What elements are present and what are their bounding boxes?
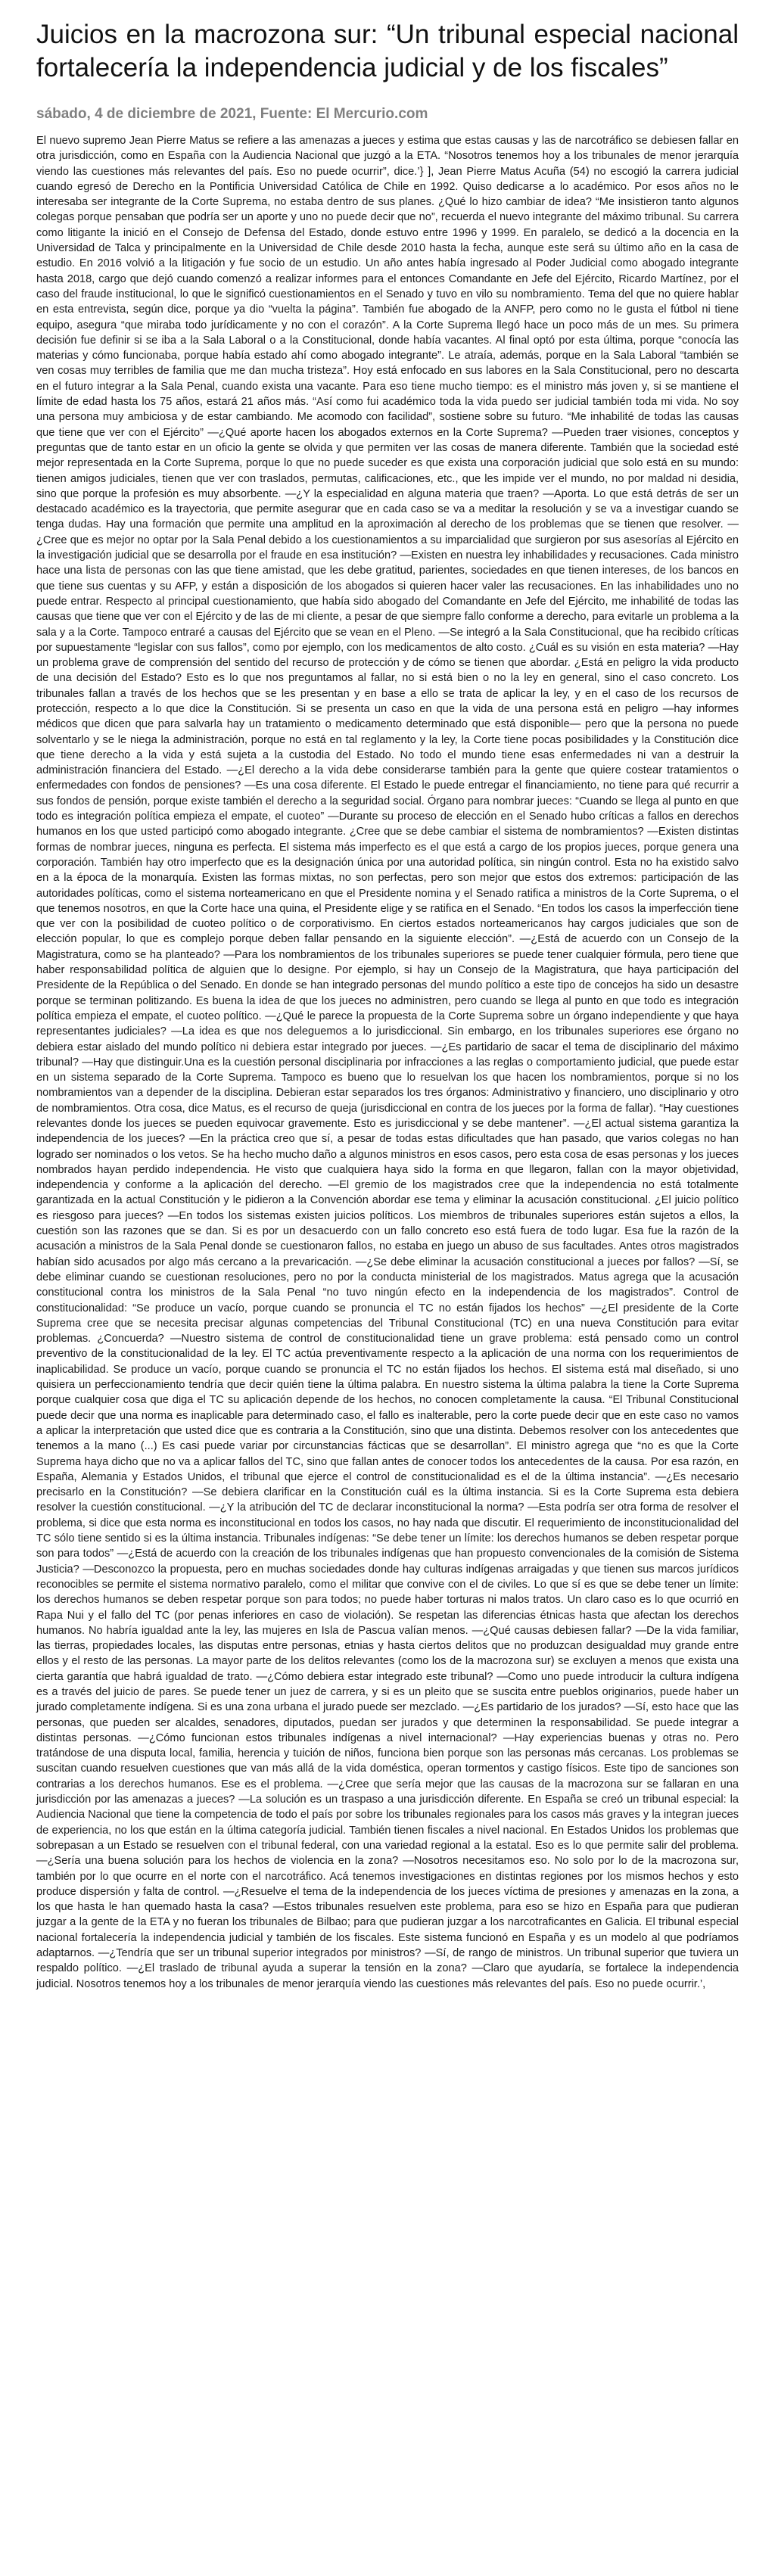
article-date-source: sábado, 4 de diciembre de 2021, Fuente: El Mercurio.com bbox=[36, 106, 428, 122]
article-title: Juicios en la macrozona sur: “Un tribunal especial nacional fortalecería la independencia judicial y de los fiscales” bbox=[36, 20, 739, 82]
article-body: El nuevo supremo Jean Pierre Matus se refiere a las amenazas a jueces y estima que estas causas y las de narcotráfico se debiesen fallar en otra jurisdicción, como en España con la Audiencia Nacional que juzgó a la ETA. “Nosotros tenemos hoy a los tribunales de menor jerarquía viendo las cuestiones más relevantes del país. Eso no puede ocurrir”, dice.’} ], Jean Pierre Matus Acuña (54) no escogió la carrera judicial cuando egresó de Derecho en la Pontificia Universidad Católica de Chile en 1992. Quiso dedicarse a lo académico. Por esos años no le interesaba ser integrante de la Corte Suprema, no estaba dentro de sus planes. ¿Qué lo hizo cambiar de idea? “Me insistieron tanto algunos colegas porque pensaban que podría ser un aporte y uno no puede decir que no”, recuerda el nuevo integrante del máximo tribunal. Su carrera como litigante la inició en el Consejo de Defensa del Estado, donde estuvo entre 1996 y 1999. En paralelo, se dedicó a la docencia en la Universidad de Talca y principalmente en la Universidad de Chile desde 2010 hasta la fecha, aunque este será su último año en la casa de estudio. En 2016 volvió a la litigación y fue socio de un estudio. Un año antes había ingresado al Poder Judicial como abogado integrante hasta 2018, cargo que dejó cuando comenzó a realizar informes para el entonces Comandante en Jefe del Ejército, Ricardo Martínez, por el caso del fraude institucional, lo que le significó cuestionamientos en el Senado y tuvo en vilo su nombramiento. Tema del que no quiere hablar en esta entrevista, según dice, porque ya dio “vuelta la página”. También fue abogado de la ANFP, pero como no le gusta el fútbol ni tiene equipo, asegura “que miraba todo jurídicamente y no con el corazón”. A la Corte Suprema llegó hace un poco más de un mes. Su primera decisión fue definir si se iba a la Sala Laboral o a la Constitucional, donde había vacantes. Al final optó por esta última, porque “conocía las materias y cómo funcionaba, porque había estado ahí como abogado integrante”. Le atraía, además, porque en la Sala Laboral “también se ven cosas muy terribles de familia que me dan mucha tristeza”. Hoy está enfocado en sus labores en la Sala Constitucional, pero no descarta en el futuro integrar a la Sala Penal, cuando exista una vacante. Para eso tiene mucho tiempo: es el ministro más joven y, si se mantiene el límite de edad hasta los 75 años, estará 21 años más. “Así como fui académico toda la vida puedo ser judicial también toda mi vida. No soy una persona muy ambiciosa y de estar cambiando. Me acomodo con facilidad”, sostiene sobre su futuro. “Me inhabilité de todas las causas que tiene que ver con el Ejército” —¿Qué aporte hacen los abogados externos en la Corte Suprema? —Pueden traer visiones, conceptos y preguntas que de tanto estar en un oficio la gente se olvida y que permiten ver las cosas de manera diferente. También que la sociedad esté mejor representada en la Corte Suprema, porque lo que no puede suceder es que exista una corporación judicial que solo está en su mundo: tienen amigos judiciales, tienen que ver con traslados, permutas, calificaciones, etc., que les impide ver el mundo, no por maldad ni desidia, sino que porque la profesión es muy absorbente. —¿Y la especialidad en alguna materia que traen? —Aporta. Lo que está detrás de ser un destacado académico es la trayectoria, que permite asegurar que en cada caso se va a meditar la resolución y se va a investigar cuando se tenga dudas. Hay una formación que permite una amplitud en la aproximación al derecho de los problemas que se tienen que resolver. —¿Cree que es mejor no optar por la Sala Penal debido a los cuestionamientos a su imparcialidad que surgieron por sus asesorías al Ejército en la investigación judicial que se desarrolla por el fraude en esa institución? —Existen en nuestra ley inhabilidades y recusaciones. Cada ministro hace una lista de personas con las que tiene amistad, que les debe gratitud, parientes, sociedades en que tienen intereses, de los bancos en que tiene sus cuentas y su AFP, y están a disposición de los abogados si quieren hacer valer las recusaciones. En las inhabilidades uno no puede entrar. Respecto al principal cuestionamiento, que había sido abogado del Comandante en Jefe del Ejército, me inhabilité de todas las causas que tiene que ver con el Ejército y de las de mi cliente, a pesar de que siempre fallo conforme a derecho, para evitarle un problema a la sala y a la Corte. Tampoco entraré a causas del Ejército que se vean en el Pleno. —Se integró a la Sala Constitucional, que ha recibido críticas por supuestamente “legislar con sus fallos”, como por ejemplo, con los medicamentos de alto costo. ¿Cuál es su visión en esta materia? —Hay un problema grave de comprensión del sentido del recurso de protección y de cómo se tienen que abordar. ¿Está en peligro la vida producto de una decisión del Estado? Esto es lo que nos preguntamos al fallar, no si está bien o no la ley en general, sino el caso concreto. Los tribunales fallan a través de los hechos que se les presentan y en base a ello se trata de aplicar la ley, y en el caso de los recursos de protección, respecto a lo que dice la Constitución. Si se presenta un caso en que la vida de una persona está en peligro —hay informes médicos que dicen que para salvarla hay un tratamiento o medicamento determinado que está disponible— pero que la persona no puede solventarlo y se le niega la administración, porque no está en tal reglamento y la ley, la Corte tiene pocas posibilidades y la Constitución dice que tiene derecho a la vida y está sujeta a la custodia del Estado. No todo el mundo tiene esas enfermedades ni van a destruir la administración financiera del Estado. —¿El derecho a la vida debe considerarse también para la gente que quiere costear tratamientos o enfermedades con fondos de pensiones? —Es una cosa diferente. El Estado le puede entregar el financiamiento, no tiene para qué recurrir a sus fondos de pensión, porque existe también el derecho a la seguridad social. Órgano para nombrar jueces: “Cuando se llega al punto en que todo es integración política empieza el empate, el cuoteo” —Durante su proceso de elección en el Senado hubo críticas a fallos en derechos humanos en los que usted participó como abogado integrante. ¿Cree que se debe cambiar el sistema de nombramientos? —Existen distintas formas de nombrar jueces, ninguna es perfecta. El sistema más imperfecto es el que está a cargo de los propios jueces, porque genera una corporación. También hay otro imperfecto que es la designación única por una autoridad política, sin ningún control. Esta no ha existido salvo en a la época de la monarquía. Existen las formas mixtas, no son perfectas, pero son mejor que estos dos extremos: participación de las autoridades políticas, como el sistema norteamericano en que el Presidente nomina y el Senado ratifica a ministros de la Corte Suprema, o el que tenemos nosotros, en que la Corte hace una quina, el Presidente elige y se ratifica en el Senado. “En todos los casos la imperfección tiene que ver con la posibilidad de cuoteo político o de corporativismo. En ciertos estados norteamericanos hay cargos judiciales que son de elección popular, lo que es complejo porque deben fallar pensando en la siguiente elección”. —¿Está de acuerdo con un Consejo de la Magistratura, como se ha planteado? —Para los nombramientos de los tribunales superiores se puede tener cualquier fórmula, pero tiene que haber responsabilidad política de alguien que lo designe. Por ejemplo, si hay un Consejo de la Magistratura, que haya participación del Presidente de la República o del Senado. En donde se han integrado personas del mundo político a este tipo de concejos ha sido un desastre porque se terminan politizando. Es buena la idea de que los jueces no administren, pero cuando se llega al punto en que todo es integración política empieza el empate, el cuoteo político. —¿Qué le parece la propuesta de la Corte Suprema sobre un órgano independiente y que haya representantes judiciales? —La idea es que nos deleguemos a lo jurisdiccional. Sin embargo, en los tribunales superiores ese órgano no debiera estar aislado del mundo político ni debiera estar integrado por jueces. —¿Es partidario de sacar el tema de disciplinario del máximo tribunal? —Hay que distinguir.Una es la cuestión personal disciplinaria por infracciones a las reglas o comportamiento judicial, que puede estar en un sistema separado de la Corte Suprema. Tampoco es bueno que lo resuelvan los que hacen los nombramientos, porque si no los nombramientos van a depender de la disciplina. Debieran estar separados los tres órganos: Administrativo y financiero, uno disciplinario y otro de nombramientos. Otra cosa, dice Matus, es el recurso de queja (jurisdiccional en contra de los jueces por la forma de fallar). “Hay cuestiones relevantes donde los jueces se pueden equivocar gravemente. Esto es jurisdiccional y se debe mantener”. —¿El actual sistema garantiza la independencia de los jueces? —En la práctica creo que sí, a pesar de todas estas dificultades que han pasado, que varios colegas no han logrado ser nominados o los vetos. Se ha hecho mucho daño a algunos ministros en esos casos, pero esta cosa de esas personas y los jueces nombrados hayan perdido independencia. He visto que cualquiera haya sido la forma en que llegaron, fallan con la mayor objetividad, independencia y conforme a la aplicación del derecho. —El gremio de los magistrados cree que la independencia no está totalmente garantizada en la actual Constitución y le pidieron a la Convención abordar ese tema y eliminar la acusación constitucional. ¿El juicio político es riesgoso para jueces? —En todos los sistemas existen juicios políticos. Los miembros de tribunales superiores están sujetos a ellos, la cuestión son las razones que se dan. Si es por un desacuerdo con un fallo concreto eso está fuera de todo lugar. Esa fue la razón de la acusación a ministros de la Sala Penal donde se cuestionaron fallos, no estaba en juego un abuso de sus facultades. Antes otros magistrados habían sido acusados por algo más cercano a la prevaricación. —¿Se debe eliminar la acusación constitucional a jueces por fallos? —Sí, se debe eliminar cuando se cuestionan resoluciones, pero no por la conducta ministerial de los magistrados. Matus agrega que la acusación constitucional contra los ministros de la Sala Penal “no tuvo ningún efecto en la independencia de los magistrados”. Control de constitucionalidad: “Se produce un vacío, porque cuando se pronuncia el TC no están fijados los hechos” —¿El presidente de la Corte Suprema cree que se necesita precisar algunas competencias del Tribunal Constitucional (TC) en una nueva Constitución para evitar problemas. ¿Concuerda? —Nuestro sistema de control de constitucionalidad tiene un grave problema: está pensado como un control preventivo de la constitucionalidad de la ley. El TC actúa preventivamente respecto a la aplicación de una norma con los requerimientos de inaplicabilidad. Se produce un vacío, porque cuando se pronuncia el TC no están fijados los hechos. El sistema está mal diseñado, si uno quisiera un perfeccionamiento tendría que decir quién tiene la última palabra. En nuestro sistema la última palabra la tiene la Corte Suprema porque cualquier cosa que diga el TC su aplicación depende de los hechos, no conocen completamente la causa. “El Tribunal Constitucional puede decir que una norma es inaplicable para determinado caso, el fallo es inalterable, pero la corte puede decir que en este caso no vamos a aplicar la interpretación que usted dice que es contraria a la Constitución, sino que una distinta. Debemos resolver con los antecedentes que tenemos a la mano (...) Es casi puede variar por circunstancias fácticas que se desarrollan”. El ministro agrega que “no es que la Corte Suprema haya dicho que no va a aplicar fallos del TC, sino que fallan antes de conocer todos los antecedentes de la causa. Por esa razón, en España, Alemania y Estados Unidos, el tribunal que ejerce el control de constitucionalidad es el de la última instancia”. —¿Es necesario precisarlo en la Constitución? —Se debiera clarificar en la Constitución cuál es la última instancia. Si es la Corte Suprema esta debiera resolver la cuestión constitucional. —¿Y la atribución del TC de declarar inconstitucional la norma? —Esta podría ser otra forma de resolver el problema, si dice que esta norma es inconstitucional en todos los casos, no hay nada que discutir. El requerimiento de inconstitucionalidad del TC sólo tiene sentido si es la última instancia. Tribunales indígenas: “Se debe tener un límite: los derechos humanos se deben respetar porque son para todos” —¿Está de acuerdo con la creación de los tribunales indígenas que han propuesto convencionales de la comisión de Sistema Justicia? —Desconozco la propuesta, pero en muchas sociedades donde hay culturas indígenas arraigadas y que tienen sus marcos jurídicos reconocibles se permite el sistema normativo paralelo, como el militar que convive con el de civiles. Lo que sí es que se debe tener un límite: los derechos humanos se deben respetar porque son para todos; no puede haber torturas ni malos tratos. Un claro caso es lo que ocurrió en Rapa Nui y el fallo del TC (por penas inferiores en caso de violación). Se respetan las diferencias étnicas hasta que afectan los derechos humanos. No habría igualdad ante la ley, las mujeres en Isla de Pascua valían menos. —¿Qué causas debiesen fallar? —De la vida familiar, las tierras, propiedades locales, las disputas entre personas, etnias y hasta ciertos delitos que no produzcan desigualdad muy grande entre ellos y el resto de las personas. La mayor parte de los delitos relevantes (como los de la macrozona sur) se excluyen a menos que exista una cierta garantía que habrá igualdad de trato. —¿Cómo debiera estar integrado este tribunal? —Como uno puede introducir la cultura indígena es a través del juicio de pares. Se puede tener un juez de carrera, y si es un pleito que se suscita entre pueblos originarios, puede haber un jurado completamente indígena. Si es una zona urbana el jurado puede ser mezclado. —¿Es partidario de los jurados? —Sí, esto hace que las personas, que pueden ser alcaldes, senadores, diputados, puedan ser jurados y que determinen la responsabilidad. Se puede integrar a distintas personas. —¿Cómo funcionan estos tribunales indígenas a nivel internacional? —Hay experiencias buenas y otras no. Pero tratándose de una disputa local, familia, herencia y tuición de niños, funciona bien porque son las personas más cercanas. Los problemas se suscitan cuando resuelven cuestiones que van más allá de la vida doméstica, operan tormentos y castigo físicos. Este tipo de sanciones son contrarias a los derechos humanos. Ese es el problema. —¿Cree que sería mejor que las causas de la macrozona sur se fallaran en una jurisdicción por las amenazas a jueces? —La solución es un traspaso a una jurisdicción diferente. En España se creó un tribunal especial: la Audiencia Nacional que tiene la competencia de todo el país por sobre los tribunales regionales para los casos más graves y la integran jueces de experiencia, no los que están en la última categoría judicial. También tienen fiscales a nivel nacional. En Estados Unidos los problemas que sobrepasan a un Estado se resuelven con el tribunal federal, con una variedad regional a la estatal. Eso es lo que permite salir del problema. —¿Sería una buena solución para los hechos de violencia en la zona? —Nosotros necesitamos eso. No solo por lo de la macrozona sur, también por lo que ocurre en el norte con el narcotráfico. Acá tenemos investigaciones en distintas regiones por los mismos hechos y esto produce dispersión y falta de control. —¿Resuelve el tema de la independencia de los jueces víctima de presiones y amenazas en la zona, a los que hasta le han quemado hasta la casa? —Estos tribunales resuelven este problema, para eso se hizo en España para que pudieran juzgar a la gente de la ETA y no fueran los tribunales de Bilbao; para que pudieran juzgar a los narcotraficantes en Galicia. El tribunal especial nacional fortalecería la independencia judicial y también de los fiscales. Este sistema funcionó en España y es un modelo al que podríamos adaptarnos. —¿Tendría que ser un tribunal superior integrados por ministros? —Sí, de rango de ministros. Un tribunal superior que tuviera un respaldo político. —¿El traslado de tribunal ayuda a superar la tensión en la zona? —Claro que ayudaría, se fortalece la independencia judicial. Nosotros tenemos hoy a los tribunales de menor jerarquía viendo las cuestiones más relevantes del país. Eso no puede ocurrir.’, bbox=[36, 135, 739, 1990]
